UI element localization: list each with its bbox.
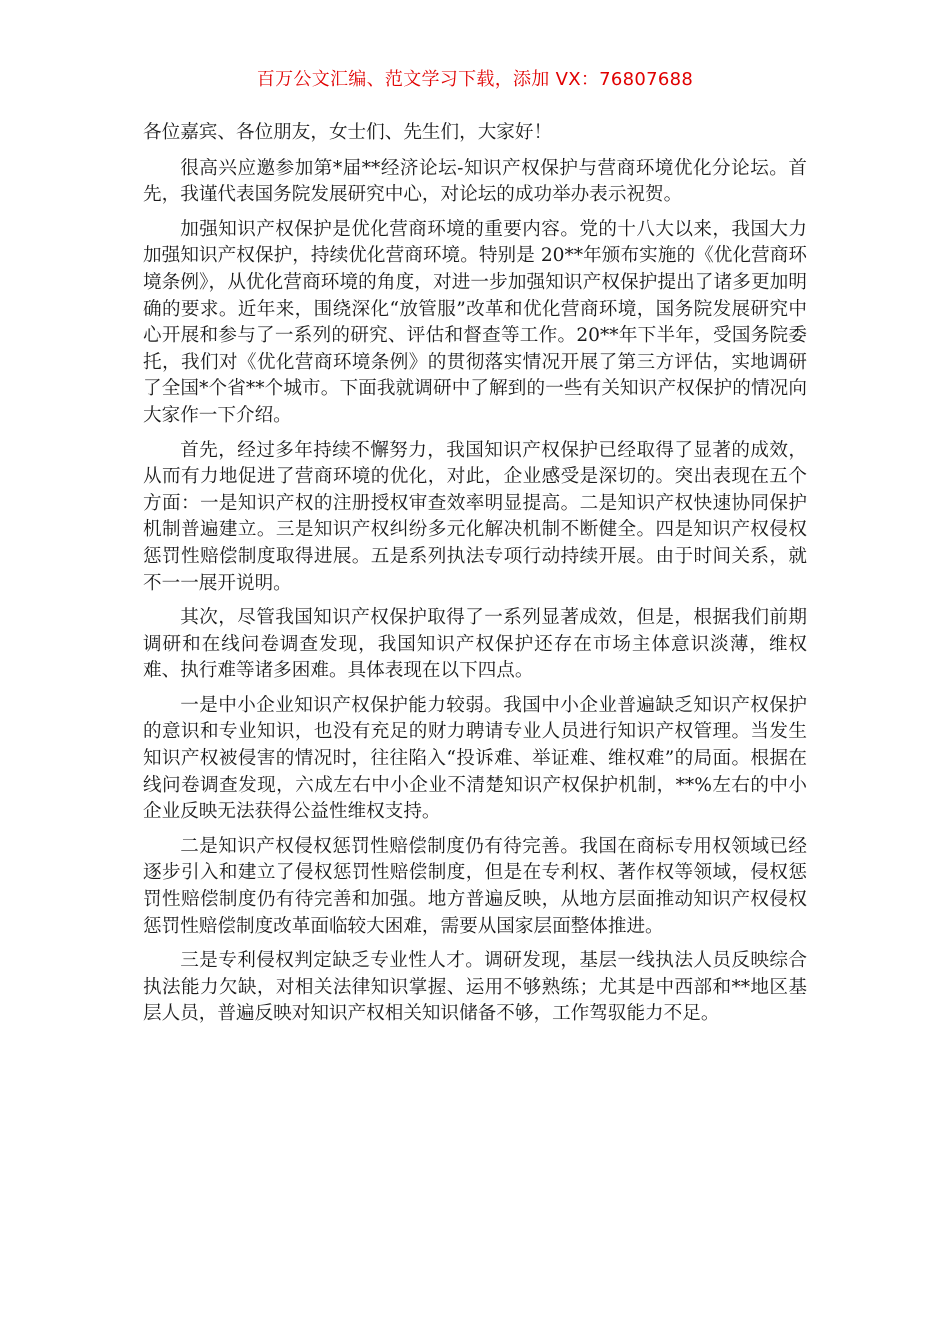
paragraph-problems: 其次，尽管我国知识产权保护取得了一系列显著成效，但是，根据我们前期调研和在线问卷调查发现，我国知识产权保护还存在市场主体意识淡薄，维权难、执行难等诸多困难。具体表现在以下四点。	[143, 607, 807, 682]
paragraph-intro: 很高兴应邀参加第*届**经济论坛-知识产权保护与营商环境优化分论坛。首先，我谨代表国务院发展研究中心，对论坛的成功举办表示祝贺。	[143, 157, 807, 206]
paragraph-problem-1: 一是中小企业知识产权保护能力较弱。我国中小企业普遍缺乏知识产权保护的意识和专业知识，也没有充足的财力聘请专业人员进行知识产权管理。当发生知识产权被侵害的情况时，往往陷入“投诉难、举证难、维权难”的局面。根据在线问卷调查发现，六成左右中小企业不清楚知识产权保护机制，**%左右的中小企业反映无法获得公益性维权支持。	[143, 694, 807, 823]
document-body	[143, 120, 807, 1028]
paragraph-problem-2: 二是知识产权侵权惩罚性赔偿制度仍有待完善。我国在商标专用权领域已经逐步引入和建立了侵权惩罚性赔偿制度，但是在专利权、著作权等领域，侵权惩罚性赔偿制度仍有待完善和加强。地方普遍反映，从地方层面推动知识产权侵权惩罚性赔偿制度改革面临较大困难，需要从国家层面整体推进。	[143, 835, 807, 937]
paragraph-problem-3: 三是专利侵权判定缺乏专业性人才。调研发现，基层一线执法人员反映综合执法能力欠缺，对相关法律知识掌握、运用不够熟练；尤其是中西部和**地区基层人员，普遍反映对知识产权相关知识储备不够，工作驾驭能力不足。	[143, 950, 807, 1025]
header-banner: 百万公文汇编、范文学习下载，添加 VX：76807688	[256, 69, 694, 90]
paragraph-achievements: 首先，经过多年持续不懈努力，我国知识产权保护已经取得了显著的成效，从而有力地促进了营商环境的优化，对此，企业感受是深切的。突出表现在五个方面：一是知识产权的注册授权审查效率明显提高。二是知识产权快速协同保护机制普遍建立。三是知识产权纠纷多元化解决机制不断健全。四是知识产权侵权惩罚性赔偿制度取得进展。五是系列执法专项行动持续开展。由于时间关系，就不一一展开说明。	[143, 439, 807, 594]
paragraph-background: 加强知识产权保护是优化营商环境的重要内容。党的十八大以来，我国大力加强知识产权保护，持续优化营商环境。特别是 20**年颁布实施的《优化营商环境条例》，从优化营商环境的角度，对进一步加强知识产权保护提出了诸多更加明确的要求。近年来，围绕深化“放管服”改革和优化营商环境，国务院发展研究中心开展和参与了一系列的研究、评估和督查等工作。20**年下半年，受国务院委托，我们对《优化营商环境条例》的贯彻落实情况开展了第三方评估，实地调研了全国*个省**个城市。下面我就调研中了解到的一些有关知识产权保护的情况向大家作一下介绍。	[143, 218, 807, 426]
greeting-line: 各位嘉宾、各位朋友，女士们、先生们，大家好！	[143, 122, 553, 143]
